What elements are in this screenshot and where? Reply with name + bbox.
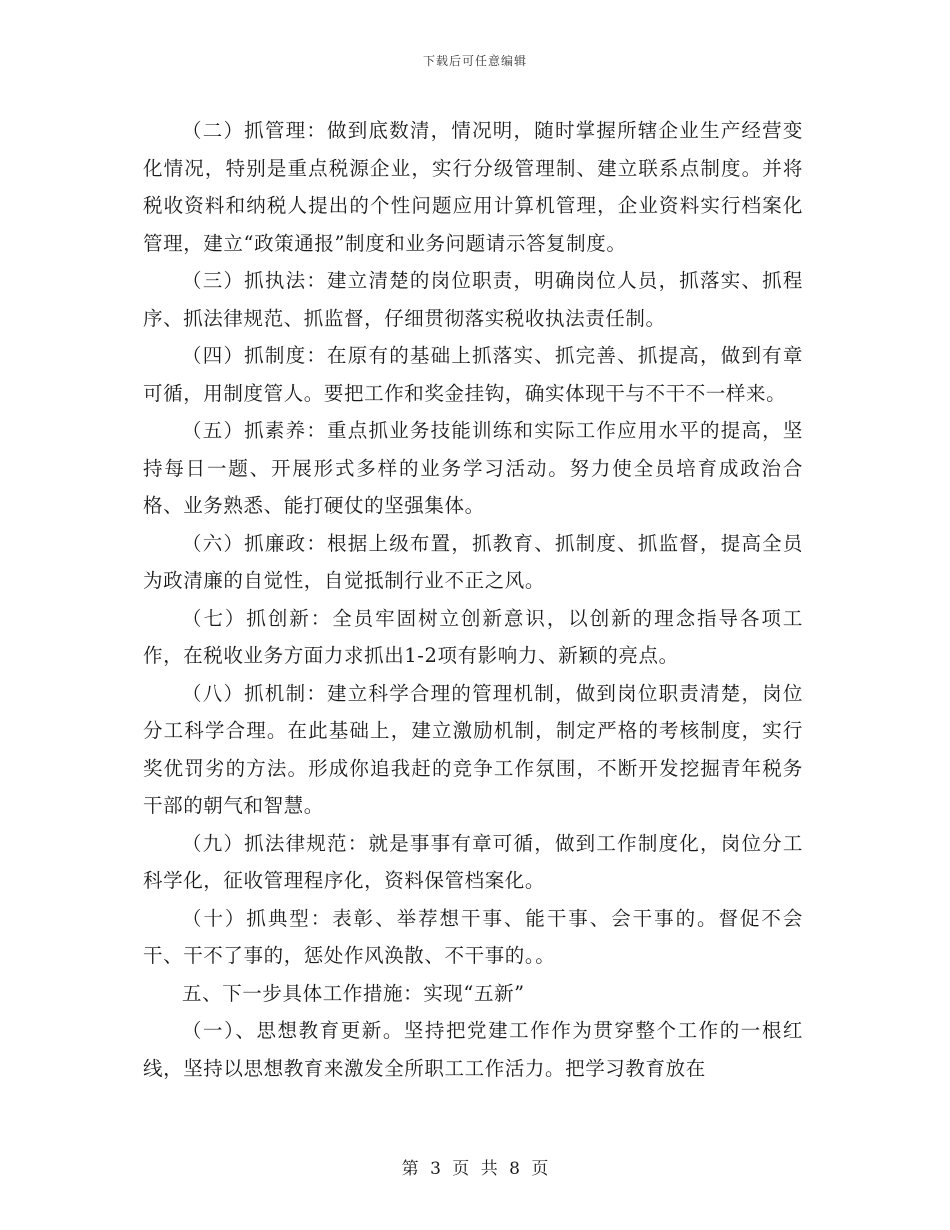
paragraph-6: （六）抓廉政：根据上级布置，抓教育、抓制度、抓监督，提高全员为政清廉的自觉性，自觉抵制行业不正之风。 — [143, 531, 803, 592]
document-body — [143, 112, 803, 1087]
paragraph-3: （三）抓执法：建立清楚的岗位职责，明确岗位人员，抓落实、抓程序、抓法律规范、抓监督，仔细贯彻落实税收执法责任制。 — [143, 269, 803, 330]
paragraph-8: （八）抓机制：建立科学合理的管理机制，做到岗位职责清楚，岗位分工科学合理。在此基础上，建立激励机制，制定严格的考核制度，实行奖优罚劣的方法。形成你追我赶的竞争工作氛围，不断开发挖掘青年税务干部的朝气和智慧。 — [143, 681, 803, 817]
paragraph-4: （四）抓制度：在原有的基础上抓落实、抓完善、抓提高，做到有章可循，用制度管人。要把工作和奖金挂钩，确实体现干与不干不一样来。 — [143, 344, 803, 405]
paragraph-7: （七）抓创新：全员牢固树立创新意识，以创新的理念指导各项工作，在税收业务方面力求抓出1-2项有影响力、新颖的亮点。 — [143, 606, 803, 667]
paragraph-10: （十）抓典型：表彰、举荐想干事、能干事、会干事的。督促不会干、干不了事的，惩处作风涣散、不干事的。。 — [143, 906, 803, 967]
paragraph-5: （五）抓素养：重点抓业务技能训练和实际工作应用水平的提高，坚持每日一题、开展形式多样的业务学习活动。努力使全员培育成政治合格、业务熟悉、能打硬仗的坚强集体。 — [143, 419, 803, 517]
paragraph-9: （九）抓法律规范：就是事事有章可循，做到工作制度化，岗位分工科学化，征收管理程序化，资料保管档案化。 — [143, 831, 803, 892]
paragraph-section5-1: （一）、思想教育更新。坚持把党建工作作为贯穿整个工作的一根红线，坚持以思想教育来激发全所职工工作活力。把学习教育放在 — [143, 1019, 803, 1080]
page-number: 第 3 页 共 8 页 — [401, 1159, 549, 1179]
section-heading-5: 五、下一步具体工作措施：实现“五新” — [182, 981, 525, 1005]
paragraph-2: （二）抓管理：做到底数清，情况明，随时掌握所辖企业生产经营变化情况，特别是重点税源企业，实行分级管理制、建立联系点制度。并将税收资料和纳税人提出的个性问题应用计算机管理，企业资料实行档案化管理，建立“政策通报”制度和业务问题请示答复制度。 — [143, 119, 803, 255]
header-note: 下载后可任意编辑 — [422, 54, 527, 68]
